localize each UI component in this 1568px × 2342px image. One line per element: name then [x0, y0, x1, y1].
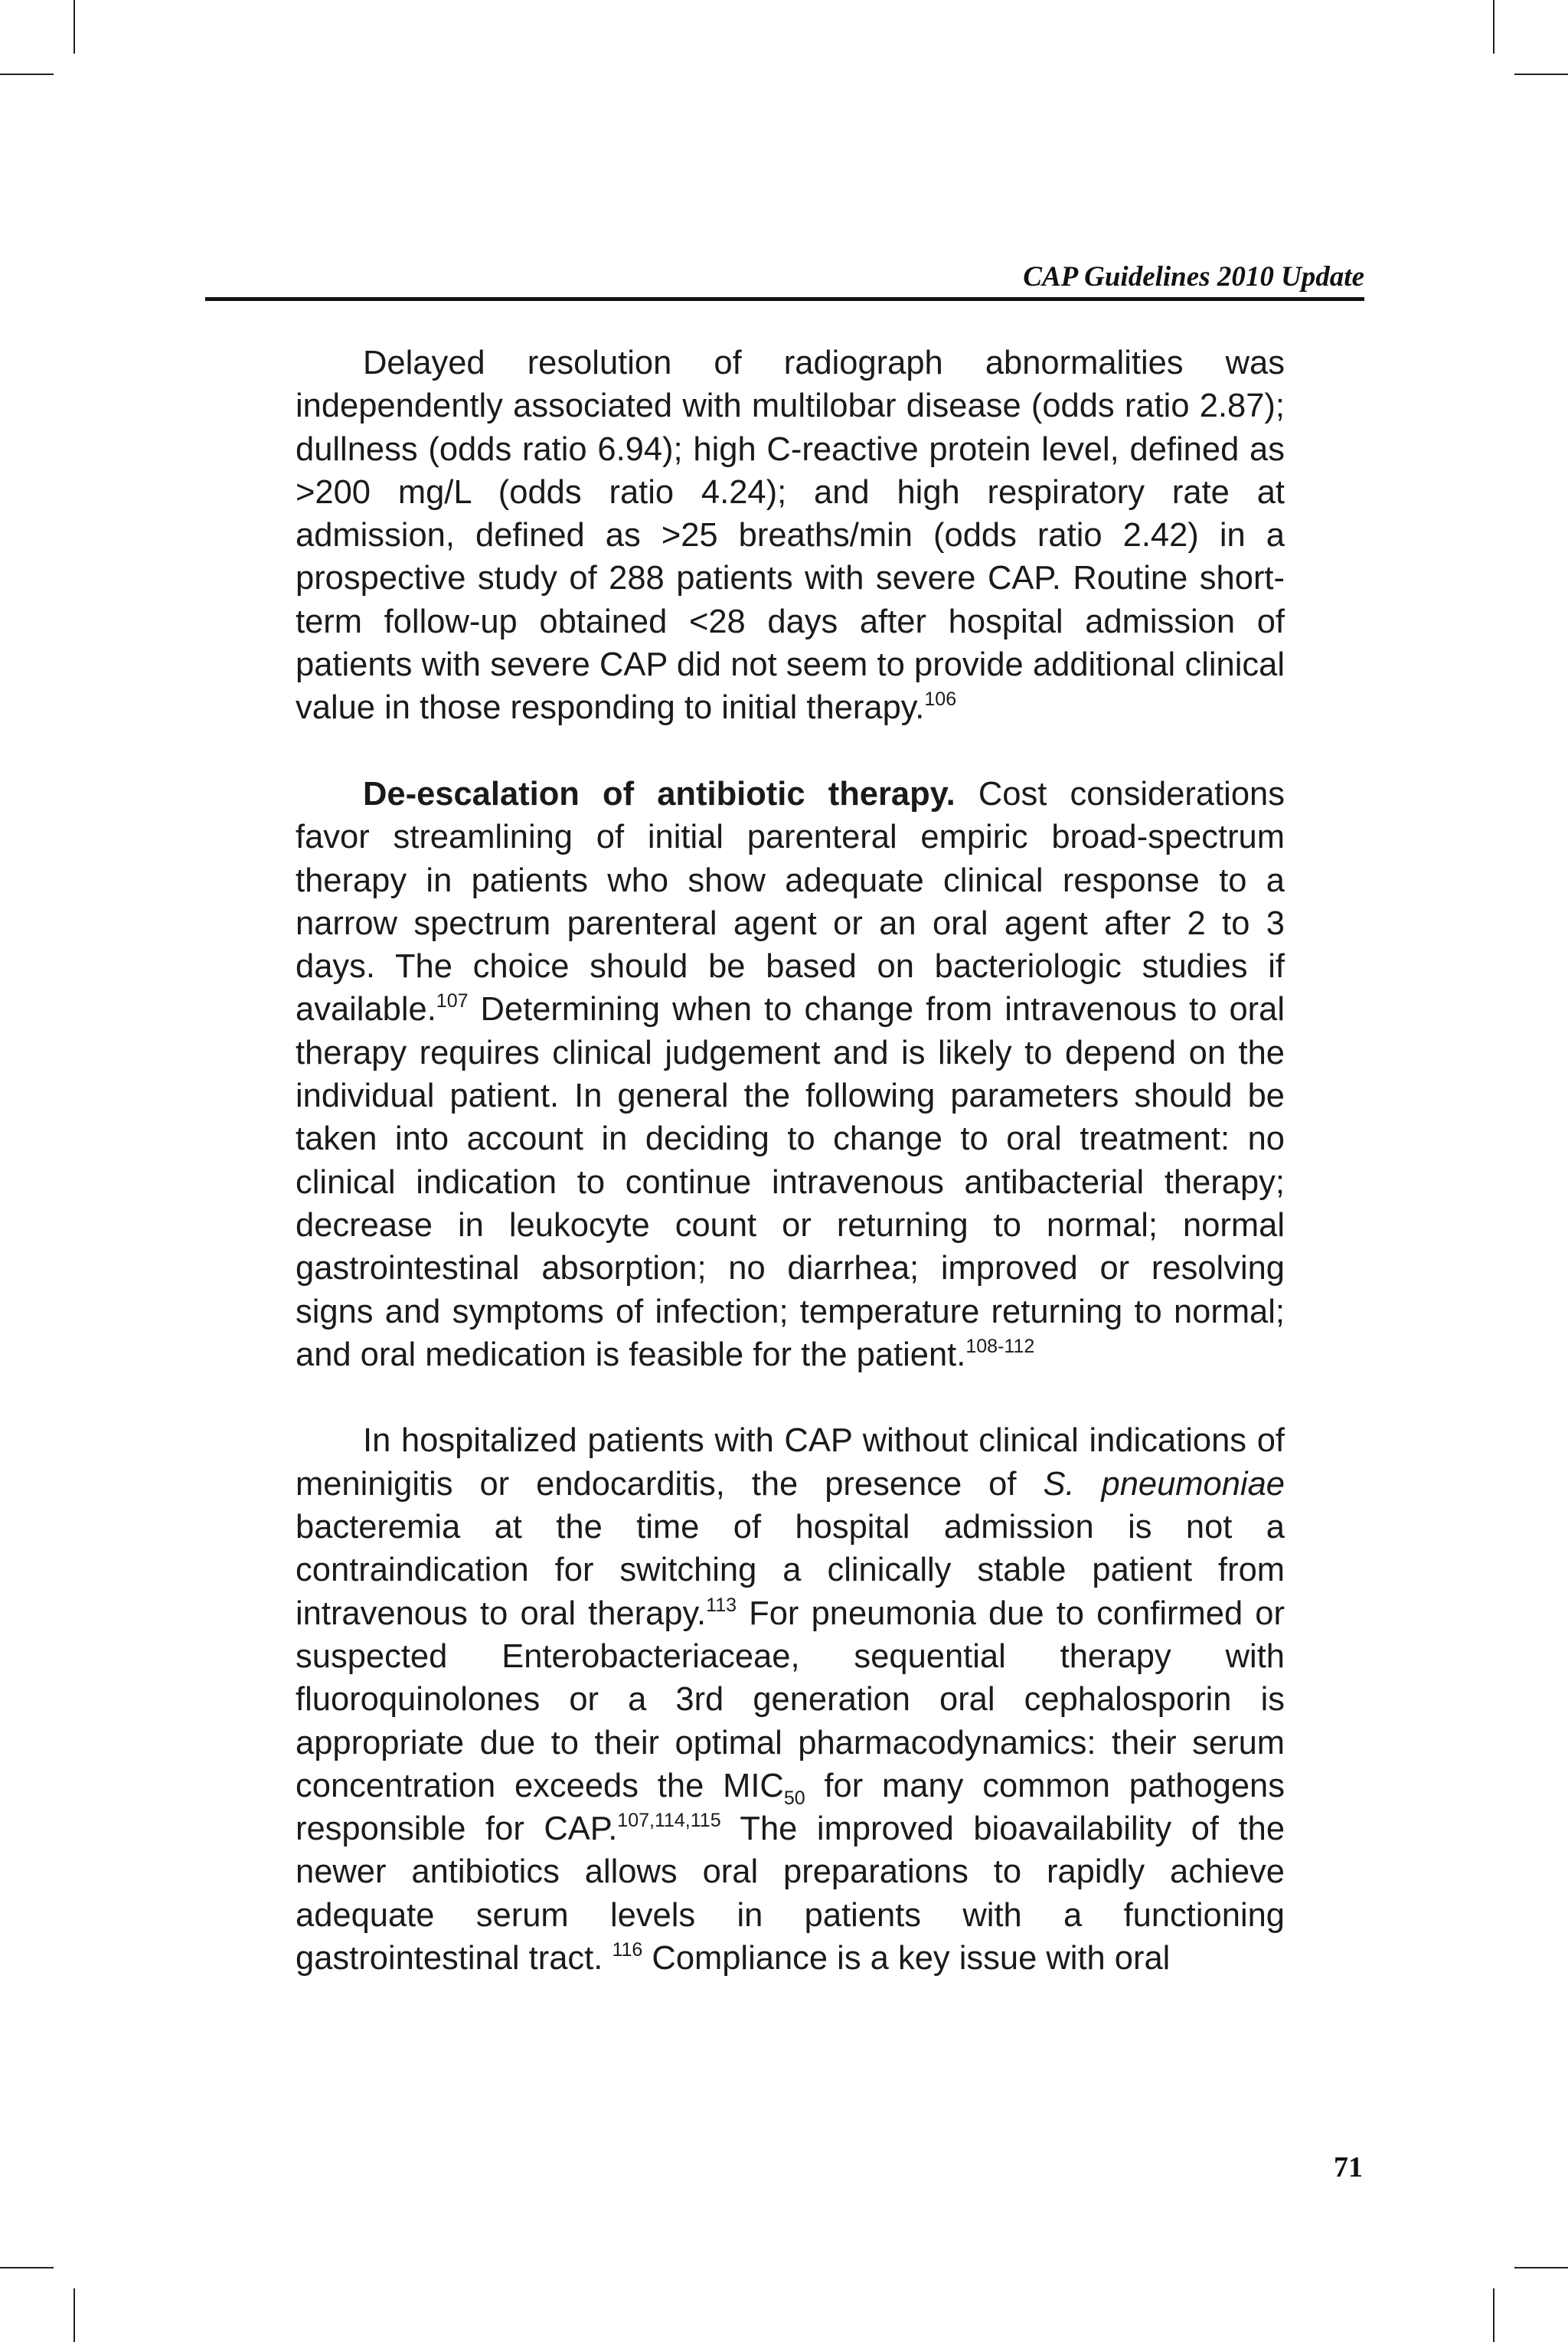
paragraph-text: Delayed resolution of radiograph abnormalities was independently associated with multilobar disease (odds ratio 2.87); dullness (odds ratio 6.94); high C-reactive protein level, defined as >200 mg/L (odds ratio 4.24); and high respiratory rate at admission, defined as >25 breaths/min (odds ratio 2.42) in a prospective study of 288 patients with severe CAP. Routine short-term follow-up obtained <28 days after hospital admission of patients with severe CAP did not seem to provide additional clinical value in those responding to initial therapy.	[296, 345, 1285, 727]
crop-mark-bottom-left-vertical	[74, 2288, 75, 2342]
crop-mark-bottom-right-horizontal	[1514, 2267, 1568, 2268]
reference-citation: 113	[706, 1594, 737, 1616]
reference-citation: 116	[612, 1938, 643, 1961]
body-text	[296, 342, 1285, 2023]
page-number: 71	[1334, 2151, 1363, 2183]
running-header-title: CAP Guidelines 2010 Update	[1023, 261, 1364, 293]
crop-mark-top-left-horizontal	[0, 74, 54, 75]
paragraph-text: Cost considerations favor streamlining of initial parenteral empiric broad-spectrum therapy in patients who show adequate clinical response to a narrow spectrum parenteral agent or an oral agent after 2 to 3 days. The choice should be based on bacteriologic studies if available.	[296, 775, 1285, 1029]
header-rule	[205, 297, 1364, 301]
crop-mark-bottom-right-vertical	[1493, 2288, 1494, 2342]
paragraph-text: Determining when to change from intravenous to oral therapy requires clinical judgement and is likely to depend on the individual patient. In general the following parameters should be taken into account in deciding to change to oral treatment: no clinical indication to continue intravenous antibacterial therapy; decrease in leukocyte count or returning to normal; normal gastrointestinal absorption; no diarrhea; improved or resolving signs and symptoms of infection; temperature returning to normal; and oral medication is feasible for the patient.	[296, 991, 1285, 1373]
paragraph-text: for many common pathogens responsible for CAP.	[296, 1767, 1285, 1848]
paragraph-text: For pneumonia due to confirmed or suspected Enterobacteriaceae, sequential therapy with fluoroquinolones or a 3rd generation oral cephalosporin is appropriate due to their optimal pharmacodynamics: their serum concentration exceeds the MIC	[296, 1595, 1285, 1804]
paragraph-hospitalized-patients	[296, 1419, 1285, 1980]
reference-citation: 107,114,115	[617, 1810, 721, 1832]
reference-citation: 108-112	[965, 1335, 1035, 1357]
paragraph-text: The improved bioavailability of the newer antibiotics allows oral preparations to rapidly achieve adequate serum levels in patients with a functioning gastrointestinal tract.	[296, 1810, 1285, 1977]
crop-mark-bottom-left-horizontal	[0, 2267, 54, 2268]
paragraph-text: bacteremia at the time of hospital admission is not a contraindication for switching a clinically stable patient from intravenous to oral therapy.	[296, 1509, 1285, 1632]
paragraph-text: Compliance is a key issue with oral	[642, 1939, 1171, 1977]
reference-citation: 106	[924, 689, 957, 711]
paragraph-delayed-resolution	[296, 342, 1285, 730]
crop-mark-top-right-horizontal	[1514, 74, 1568, 75]
crop-mark-top-right-vertical	[1493, 0, 1494, 54]
paragraph-de-escalation	[296, 773, 1285, 1376]
crop-mark-top-left-vertical	[74, 0, 75, 54]
run-in-heading: De-escalation of antibiotic therapy.	[363, 775, 956, 813]
paragraph-text: In hospitalized patients with CAP without clinical indications of meninigitis or endocarditis, the presence of	[296, 1422, 1285, 1503]
species-name: S. pneumoniae	[1043, 1465, 1285, 1503]
reference-citation: 107	[436, 990, 469, 1012]
mic-subscript: 50	[783, 1787, 805, 1809]
